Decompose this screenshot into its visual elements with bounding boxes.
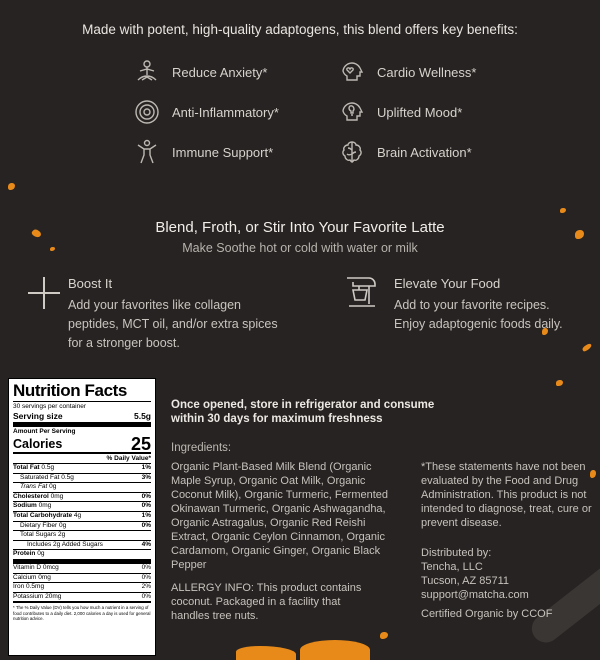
splatter bbox=[8, 183, 15, 190]
splatter bbox=[560, 208, 566, 213]
feature-food-desc: Add to your favorite recipes. Enjoy adaptogenic foods daily. bbox=[394, 298, 563, 331]
feature-boost-title: Boost It bbox=[68, 276, 113, 291]
nutrient-row: Total Sugars 2g bbox=[13, 530, 151, 540]
amount-per-serving: Amount Per Serving bbox=[13, 428, 76, 435]
stand-mixer-icon bbox=[343, 272, 381, 315]
latte-subtitle: Make Soothe hot or cold with water or milk bbox=[182, 241, 418, 255]
benefit-brain-activation: Brain Activation* bbox=[339, 139, 472, 165]
nutrient-row: Protein 0g bbox=[13, 549, 151, 559]
splatter bbox=[581, 343, 592, 352]
fda-disclaimer: *These statements have not been evaluated by the Food and Drug Administration. This product is not intended to diagnose, treat, cure or prevent disease. bbox=[421, 461, 592, 529]
splatter bbox=[300, 640, 370, 660]
vitamin-rows bbox=[13, 564, 151, 601]
calories-label: Calories bbox=[13, 437, 63, 451]
nutrient-row: Saturated Fat 0.5g 3% bbox=[13, 473, 151, 483]
distributor-info: Distributed by: Tencha, LLC Tucson, AZ 85711 support@matcha.com bbox=[421, 546, 600, 602]
vitamin-row: Calcium 0mg 0% bbox=[13, 573, 151, 581]
nutrient-row: Dietary Fiber 0g 0% bbox=[13, 521, 151, 531]
benefit-uplifted-mood: Uplifted Mood* bbox=[339, 99, 462, 125]
benefit-immune-support: Immune Support* bbox=[134, 139, 273, 165]
splatter bbox=[556, 380, 563, 386]
serving-size-label: Serving size bbox=[13, 411, 63, 421]
vitamin-row: Potassium 20mg 0% bbox=[13, 592, 151, 600]
serving-size-value: 5.5g bbox=[133, 411, 151, 421]
nutrient-row: Sodium 0mg 0% bbox=[13, 502, 151, 510]
nutrient-row: Cholesterol 0mg 0% bbox=[13, 492, 151, 500]
head-lightbulb-icon bbox=[339, 99, 365, 125]
benefit-reduce-anxiety: Reduce Anxiety* bbox=[134, 59, 267, 85]
storage-instructions: Once opened, store in refrigerator and consume within 30 days for maximum freshness bbox=[171, 399, 435, 425]
daily-value-header: % Daily Value* bbox=[106, 455, 151, 462]
organic-certification: Certified Organic by CCOF bbox=[421, 608, 553, 620]
benefits-intro: Made with potent, high-quality adaptogens, this blend offers key benefits: bbox=[82, 22, 518, 37]
nutrition-title: Nutrition Facts bbox=[13, 382, 151, 402]
splatter bbox=[380, 632, 388, 639]
nutrient-row: Trans Fat 0g bbox=[13, 482, 151, 492]
vitamin-row: Iron 0.5mg 2% bbox=[13, 583, 151, 591]
vitamin-row: Vitamin D 0mcg 0% bbox=[13, 563, 151, 571]
latte-title: Blend, Froth, or Stir Into Your Favorite Latte bbox=[155, 219, 445, 236]
target-rings-icon bbox=[134, 99, 160, 125]
nutrient-rows bbox=[13, 463, 151, 559]
feature-boost-desc: Add your favorites like collagen peptides, MCT oil, and/or extra spices for a stronger boost. bbox=[68, 298, 278, 350]
servings-per-container: 30 servings per container bbox=[13, 403, 86, 410]
human-figure-icon bbox=[134, 139, 160, 165]
meditation-icon bbox=[134, 59, 160, 85]
plus-icon bbox=[26, 275, 62, 316]
nutrition-footnote: * The % Daily Value (DV) tells you how much a nutrient in a serving of food contributes to a daily diet. 2,000 calories a day is used for general nutrition advice. bbox=[13, 605, 151, 622]
nutrition-facts-label bbox=[8, 378, 156, 656]
support-email: support@matcha.com bbox=[421, 589, 529, 601]
nutrient-row: Includes 2g Added Sugars 4% bbox=[13, 540, 151, 550]
splatter bbox=[236, 646, 296, 660]
nutrient-row: Total Carbohydrate 4g 1% bbox=[13, 511, 151, 519]
ingredients-heading: Ingredients: bbox=[171, 442, 232, 454]
benefit-cardio-wellness: Cardio Wellness* bbox=[339, 59, 476, 85]
brain-icon bbox=[339, 139, 365, 165]
benefit-anti-inflammatory: Anti-Inflammatory* bbox=[134, 99, 279, 125]
feature-food-title: Elevate Your Food bbox=[394, 276, 501, 291]
nutrient-row: Total Fat 0.5g 1% bbox=[13, 464, 151, 471]
calories-value: 25 bbox=[130, 434, 151, 454]
ingredients-list: Organic Plant-Based Milk Blend (Organic Maple Syrup, Organic Oat Milk, Organic Coconut Milk), Organic Turmeric, Fermented Okinawan Turmeric, Organic Ashwagandha, Organic Astragalus, Organic Red Reishi Extract, Organic Ceylon Cinnamon, Organic Cardamom, Organic Ginger, Organic Black Pepper bbox=[171, 461, 389, 571]
allergy-info: ALLERGY INFO: This product contains coconut. Packaged in a facility that handles tree nuts. bbox=[171, 582, 362, 622]
heart-head-icon bbox=[339, 59, 365, 85]
